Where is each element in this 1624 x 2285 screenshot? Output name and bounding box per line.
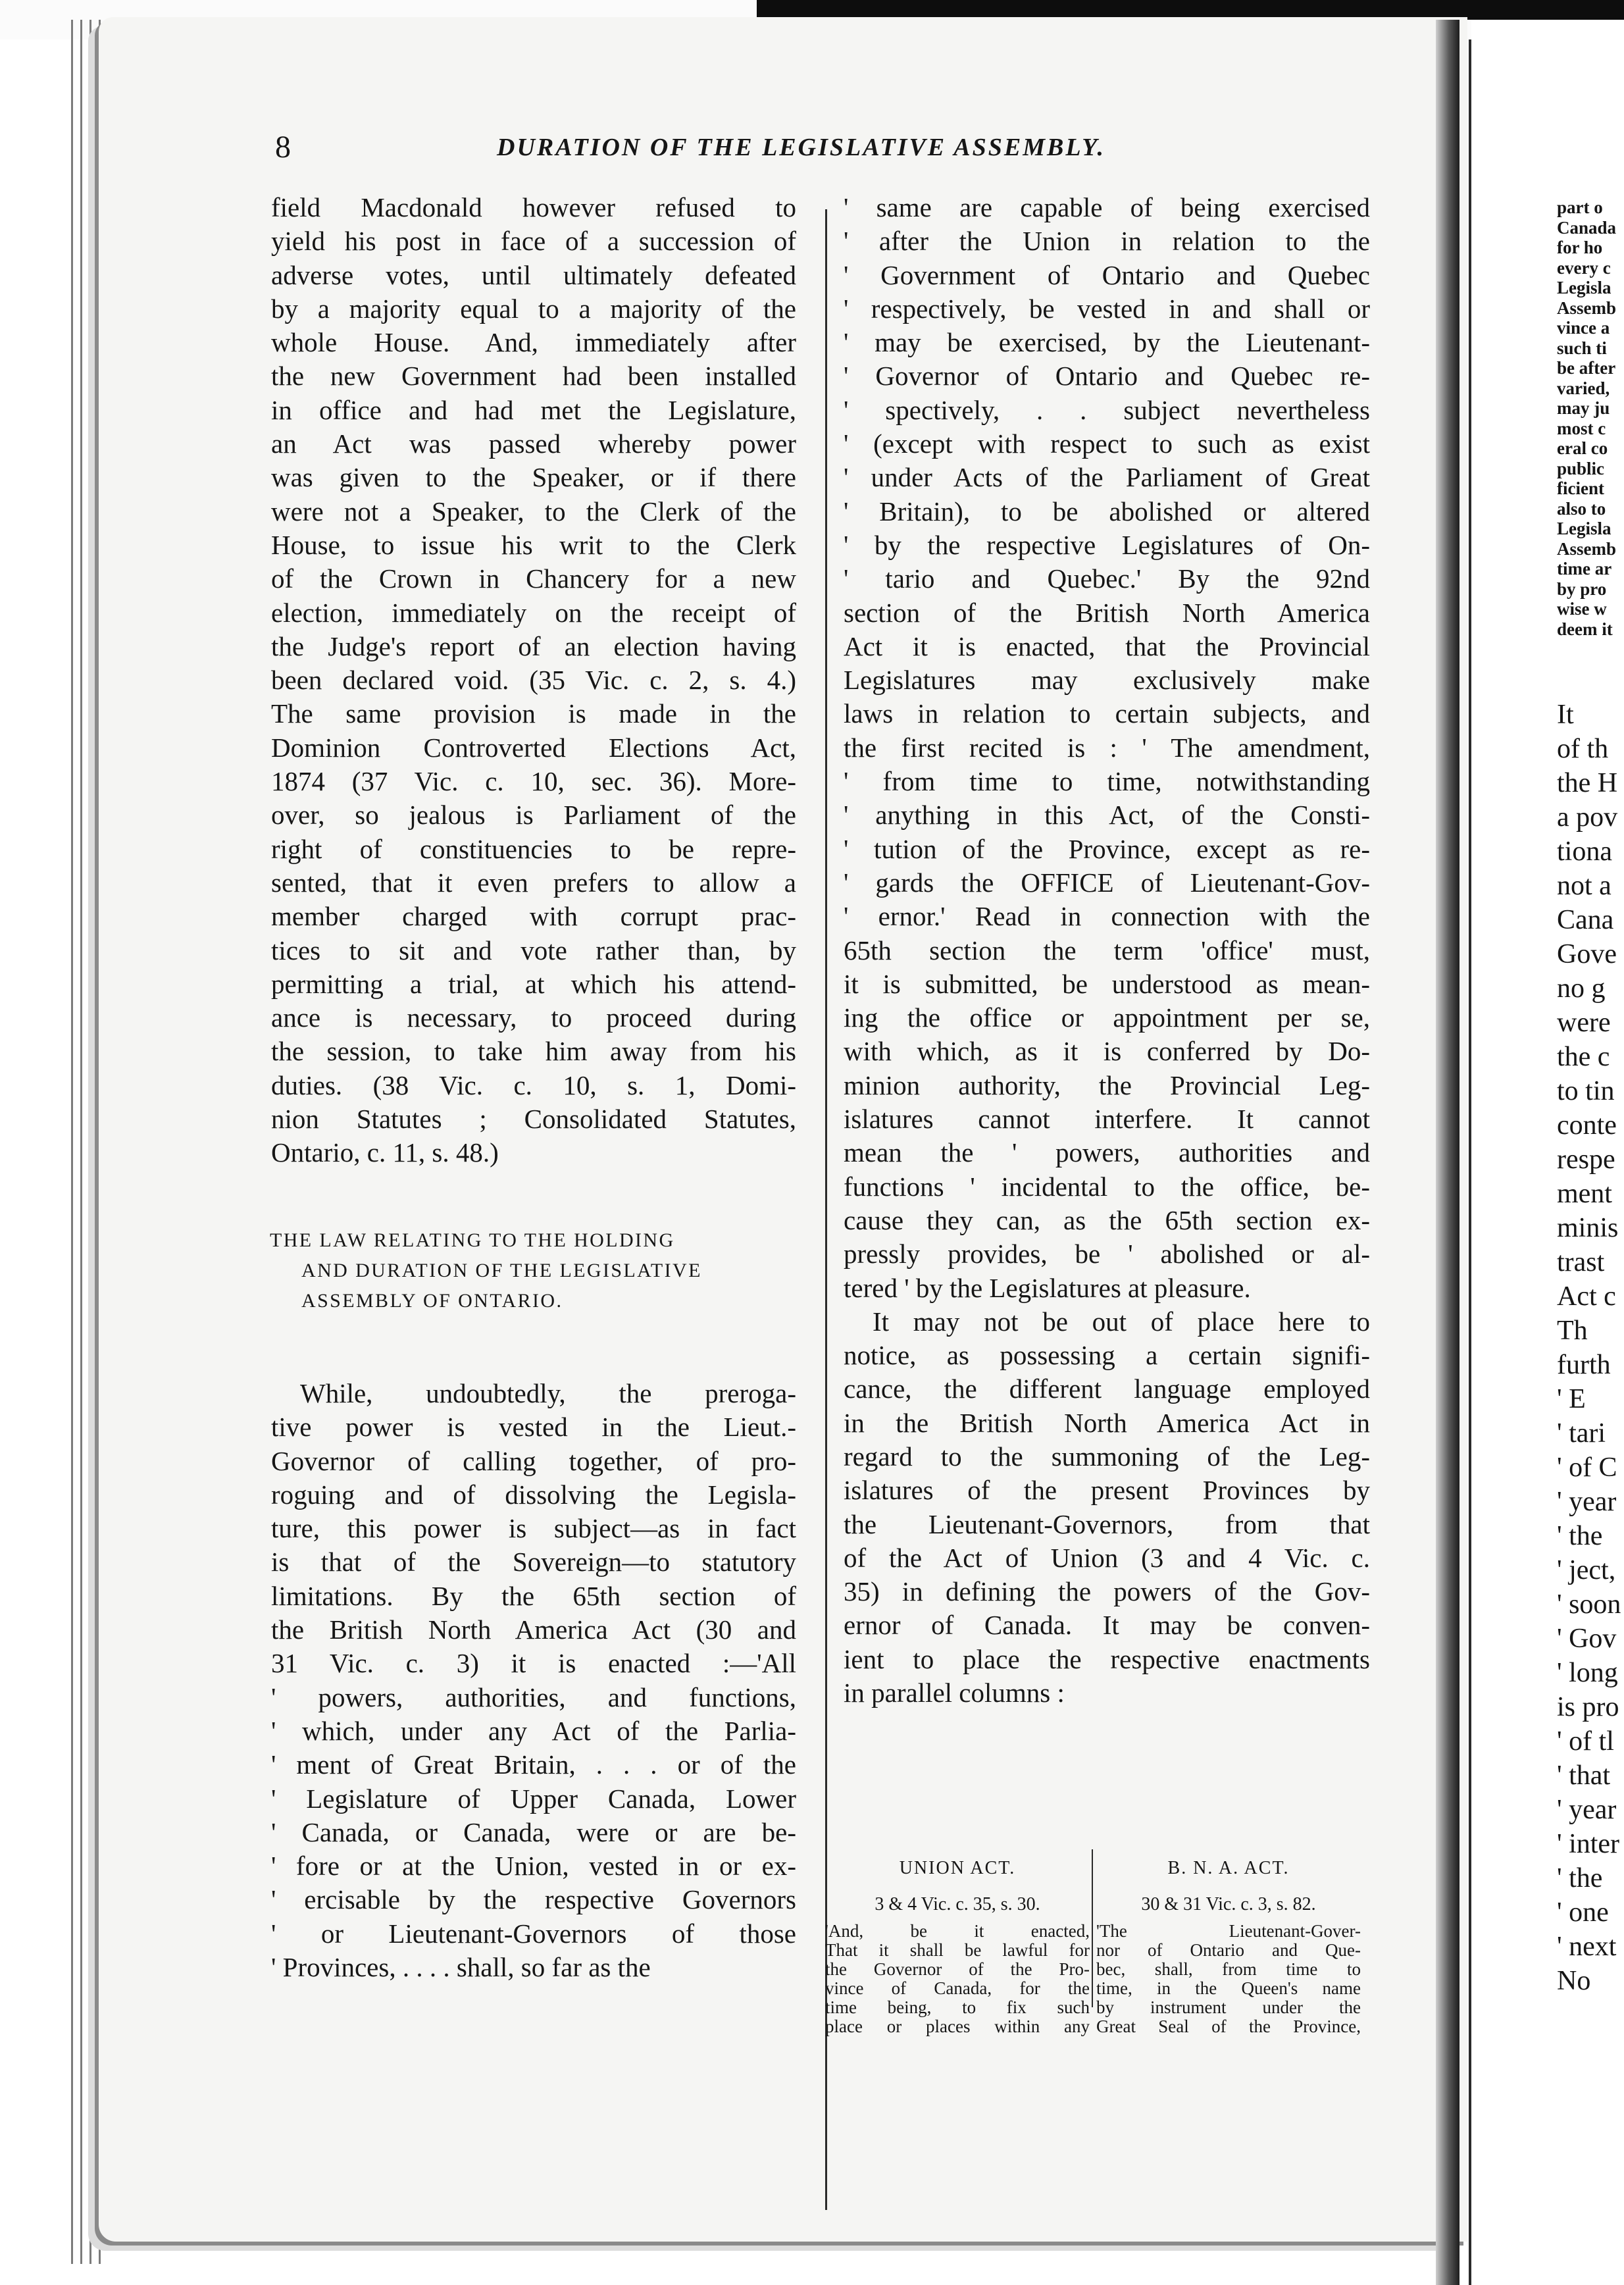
- text-line: 'The Lieutenant-Gover-: [1096, 1921, 1361, 1941]
- facing-page-line: It: [1557, 700, 1574, 730]
- facing-page-line: the H: [1557, 768, 1618, 798]
- facing-page-line: such ti: [1557, 338, 1607, 358]
- text-line: adverse votes, until ultimately defeated: [271, 259, 796, 290]
- section-heading-line: AND DURATION OF THE LEGISLATIVE: [301, 1260, 702, 1281]
- facing-page-line: ' year: [1557, 1795, 1617, 1825]
- text-line: mean the ' powers, authorities and: [844, 1137, 1370, 1168]
- facing-page-line: varied,: [1557, 378, 1610, 398]
- text-line: Act it is enacted, that the Provincial: [844, 630, 1370, 661]
- facing-page-line: ' long: [1557, 1658, 1618, 1688]
- facing-page-line: minis: [1557, 1213, 1619, 1243]
- text-line: 1874 (37 Vic. c. 10, sec. 36). More-: [271, 766, 796, 797]
- text-line: the session, to take him away from his: [271, 1036, 796, 1067]
- bna-act-column: [1096, 1849, 1361, 2036]
- text-line: time, in the Queen's name: [1096, 1978, 1361, 1998]
- facing-page-line: a pov: [1557, 802, 1618, 833]
- text-line: section of the British North America: [844, 597, 1370, 628]
- facing-page-line: ' soon: [1557, 1589, 1621, 1620]
- text-line: in office and had met the Legislature,: [271, 394, 796, 425]
- text-line: ' may be exercised, by the Lieutenant-: [844, 327, 1370, 358]
- text-line: over, so jealous is Parliament of the: [271, 800, 796, 831]
- text-line: ' after the Union in relation to the: [844, 226, 1370, 257]
- text-line: nion Statutes ; Consolidated Statutes,: [271, 1104, 796, 1135]
- section-heading-line: THE LAW RELATING TO THE HOLDING: [270, 1229, 675, 1251]
- facing-page-notes: [1557, 197, 1624, 639]
- text-line: ' or Lieutenant-Governors of those: [271, 1918, 796, 1949]
- text-line: ' Governor of Ontario and Quebec re-: [844, 361, 1370, 392]
- facing-page-text: [1557, 698, 1624, 1998]
- facing-page-line: Legisla: [1557, 519, 1611, 538]
- facing-page-line: ' the: [1557, 1863, 1603, 1893]
- facing-page-line: by pro: [1557, 578, 1607, 599]
- facing-page-line: part o: [1557, 197, 1603, 217]
- text-line: ' same are capable of being exercised: [844, 192, 1370, 222]
- facing-page-line: conte: [1557, 1110, 1617, 1141]
- gutter-line: [1469, 39, 1471, 2285]
- text-line: in parallel columns :: [844, 1678, 1065, 1708]
- text-line: 35) in defining the powers of the Gov-: [844, 1576, 1370, 1607]
- text-line: duties. (38 Vic. c. 10, s. 1, Domi-: [271, 1069, 796, 1100]
- facing-page-line: furth: [1557, 1350, 1611, 1380]
- running-title: DURATION OF THE LEGISLATIVE ASSEMBLY.: [497, 134, 1106, 161]
- text-line: tive power is vested in the Lieut.-: [271, 1412, 796, 1443]
- text-line: ' anything in this Act, of the Consti-: [844, 800, 1370, 831]
- text-line: ' under Acts of the Parliament of Great: [844, 462, 1370, 493]
- facing-page-line: ' that: [1557, 1760, 1611, 1791]
- facing-page-line: Cana: [1557, 905, 1614, 935]
- text-line: ernor of Canada. It may be conven-: [844, 1610, 1370, 1641]
- facing-page-line: for ho: [1557, 238, 1603, 257]
- facing-page-line: public: [1557, 458, 1605, 478]
- text-line: ance is necessary, to proceed during: [271, 1002, 796, 1033]
- facing-page-line: may ju: [1557, 398, 1610, 418]
- left-column: [271, 191, 796, 1170]
- facing-page-line: ficient: [1557, 478, 1604, 498]
- text-line: time being, to fix such: [825, 1997, 1090, 2017]
- facing-page-line: time ar: [1557, 559, 1612, 578]
- text-line: the Lieutenant-Governors, from that: [844, 1508, 1370, 1539]
- text-line: The same provision is made in the: [271, 698, 796, 729]
- text-line: 65th section the term 'office' must,: [844, 935, 1370, 965]
- text-line: 'And, be it enacted,: [825, 1921, 1090, 1941]
- facing-page-line: Th: [1557, 1316, 1588, 1346]
- page-number: 8: [275, 130, 291, 165]
- facing-page-line: ' E: [1557, 1384, 1586, 1414]
- text-line: nor of Ontario and Que-: [1096, 1940, 1361, 1960]
- text-line: the new Government had been installed: [271, 361, 796, 392]
- text-line: pressly provides, be ' abolished or al-: [844, 1239, 1370, 1270]
- text-line: functions ' incidental to the office, be-: [844, 1171, 1370, 1202]
- facing-page-line: ' next: [1557, 1932, 1617, 1962]
- text-line: ' Britain), to be abolished or altered: [844, 496, 1370, 526]
- union-act-citation: 3 & 4 Vic. c. 35, s. 30.: [875, 1894, 1040, 1914]
- text-line: notice, as possessing a certain signifi-: [844, 1340, 1370, 1371]
- text-line: laws in relation to certain subjects, and: [844, 698, 1370, 729]
- text-line: place or places within any: [825, 2016, 1090, 2036]
- facing-page-line: ment: [1557, 1179, 1612, 1209]
- text-line: in the British North America Act in: [844, 1407, 1370, 1438]
- text-line: limitations. By the 65th section of: [271, 1580, 796, 1611]
- parallel-divider: [1092, 1849, 1093, 2007]
- text-line: It may not be out of place here to: [873, 1306, 1370, 1337]
- text-line: That it shall be lawful for: [825, 1940, 1090, 1960]
- text-line: Ontario, c. 11, s. 48.): [271, 1137, 499, 1168]
- facing-page-line: Legisla: [1557, 278, 1611, 297]
- right-column: [844, 191, 1370, 1710]
- text-line: it is submitted, be understood as mean-: [844, 968, 1370, 999]
- facing-page-line: of th: [1557, 734, 1609, 764]
- section-heading-line: ASSEMBLY OF ONTARIO.: [301, 1290, 563, 1312]
- text-line: ' powers, authorities, and functions,: [271, 1682, 796, 1712]
- left-column-lower: [271, 1377, 796, 1984]
- text-line: Governor of calling together, of pro-: [271, 1445, 796, 1476]
- facing-page-line: be after: [1557, 358, 1616, 378]
- text-line: ' spectively, . . subject nevertheless: [844, 394, 1370, 425]
- text-line: ' Provinces, . . . . shall, so far as the: [271, 1952, 651, 1983]
- text-line: ' respectively, be vested in and shall or: [844, 293, 1370, 324]
- text-line: were not a Speaker, to the Clerk of the: [271, 496, 796, 526]
- right-paragraph-2: [844, 1305, 1370, 1710]
- text-line: been declared void. (35 Vic. c. 2, s. 4.): [271, 665, 796, 696]
- text-line: ' (except with respect to such as exist: [844, 428, 1370, 459]
- text-line: election, immediately on the receipt of: [271, 597, 796, 628]
- facing-page-line: Gove: [1557, 939, 1617, 969]
- text-line: ' Canada, or Canada, were or are be-: [271, 1816, 796, 1847]
- text-line: is that of the Sovereign—to statutory: [271, 1547, 796, 1578]
- text-line: by instrument under the: [1096, 1997, 1361, 2017]
- facing-page-line: no g: [1557, 973, 1606, 1004]
- text-line: ' Legislature of Upper Canada, Lower: [271, 1783, 796, 1814]
- facing-page-line: Assemb: [1557, 297, 1617, 318]
- text-line: member charged with corrupt prac-: [271, 901, 796, 932]
- text-line: was given to the Speaker, or if there: [271, 462, 796, 493]
- text-line: Great Seal of the Province,: [1096, 2016, 1361, 2036]
- text-line: While, undoubtedly, the preroga-: [300, 1378, 796, 1408]
- text-line: the Governor of the Pro-: [825, 1959, 1090, 1979]
- facing-page-line: No: [1557, 1966, 1591, 1996]
- book-gutter-shadow: [1436, 20, 1459, 2285]
- section-heading: [270, 1225, 796, 1316]
- text-line: ' ment of Great Britain, . . . or of the: [271, 1749, 796, 1780]
- text-line: ture, this power is subject—as in fact: [271, 1513, 796, 1544]
- text-line: ' ercisable by the respective Governors: [271, 1884, 796, 1915]
- facing-page-line: Act c: [1557, 1281, 1616, 1312]
- text-line: permitting a trial, at which his attend-: [271, 968, 796, 999]
- text-line: minion authority, the Provincial Leg-: [844, 1069, 1370, 1100]
- text-line: ' fore or at the Union, vested in or ex-: [271, 1851, 796, 1882]
- text-line: islatures cannot interfere. It cannot: [844, 1104, 1370, 1135]
- text-line: sented, that it even prefers to allow a: [271, 867, 796, 898]
- facing-page-line: the c: [1557, 1042, 1610, 1072]
- facing-page-line: also to: [1557, 498, 1606, 519]
- facing-page-line: ' year: [1557, 1487, 1617, 1517]
- facing-page-line: ' the: [1557, 1521, 1603, 1551]
- text-line: ' gards the OFFICE of Lieutenant-Gov-: [844, 867, 1370, 898]
- facing-page-line: wise w: [1557, 599, 1607, 619]
- text-line: bec, shall, from time to: [1096, 1959, 1361, 1979]
- facing-page-line: every c: [1557, 257, 1611, 278]
- text-line: the British North America Act (30 and: [271, 1614, 796, 1645]
- facing-page-line: ' one: [1557, 1897, 1609, 1928]
- text-line: field Macdonald however refused to: [271, 192, 796, 222]
- text-line: ' tario and Quebec.' By the 92nd: [844, 563, 1370, 594]
- text-line: Dominion Controverted Elections Act,: [271, 732, 796, 763]
- facing-page-line: ' of C: [1557, 1452, 1617, 1483]
- facing-page-line: vince a: [1557, 318, 1610, 338]
- bna-act-text: [1096, 1922, 1361, 2036]
- facing-page-line: ' inter: [1557, 1829, 1620, 1859]
- facing-page-line: Canada: [1557, 217, 1617, 238]
- text-line: tices to sit and vote rather than, by: [271, 935, 796, 965]
- text-line: ' Government of Ontario and Quebec: [844, 259, 1370, 290]
- facing-page-line: ' tari: [1557, 1418, 1606, 1449]
- text-line: 31 Vic. c. 3) it is enacted :—'All: [271, 1648, 796, 1679]
- text-line: of the Act of Union (3 and 4 Vic. c.: [844, 1542, 1370, 1573]
- bna-act-heading: B. N. A. ACT.: [1167, 1858, 1290, 1878]
- facing-page-line: ' ject,: [1557, 1555, 1616, 1585]
- text-line: cance, the different language employed: [844, 1374, 1370, 1404]
- text-line: ' which, under any Act of the Parlia-: [271, 1715, 796, 1746]
- text-line: islatures of the present Provinces by: [844, 1475, 1370, 1506]
- text-line: Legislatures may exclusively make: [844, 665, 1370, 696]
- text-line: the first recited is : ' The amendment,: [844, 732, 1370, 763]
- facing-page-line: ' of tl: [1557, 1726, 1614, 1757]
- text-line: cause they can, as the 65th section ex-: [844, 1204, 1370, 1235]
- text-line: vince of Canada, for the: [825, 1978, 1090, 1998]
- facing-page-dark-band: [1471, 0, 1624, 20]
- text-line: tered ' by the Legislatures at pleasure.: [844, 1272, 1251, 1303]
- facing-page-line: were: [1557, 1008, 1611, 1038]
- text-line: ' tution of the Province, except as re-: [844, 833, 1370, 864]
- facing-page-line: to tin: [1557, 1076, 1615, 1106]
- left-paragraph-1: [271, 191, 796, 1170]
- facing-page-line: respe: [1557, 1144, 1615, 1175]
- facing-page-line: trast: [1557, 1247, 1605, 1277]
- facing-page-line: tiona: [1557, 836, 1612, 867]
- text-line: ' by the respective Legislatures of On-: [844, 529, 1370, 560]
- union-act-column: [825, 1849, 1090, 2036]
- left-paragraph-2: [271, 1377, 796, 1984]
- facing-page-line: ' Gov: [1557, 1624, 1617, 1654]
- facing-page-line: not a: [1557, 871, 1611, 901]
- bna-act-citation: 30 & 31 Vic. c. 3, s. 82.: [1141, 1894, 1316, 1914]
- union-act-text: [825, 1922, 1090, 2036]
- facing-page-line: is pro: [1557, 1692, 1619, 1722]
- text-line: ' ernor.' Read in connection with the: [844, 901, 1370, 932]
- union-act-heading: UNION ACT.: [899, 1858, 1016, 1878]
- text-line: of the Crown in Chancery for a new: [271, 563, 796, 594]
- text-line: House, to issue his writ to the Clerk: [271, 529, 796, 560]
- text-line: ient to place the respective enactments: [844, 1643, 1370, 1674]
- facing-page-line: most c: [1557, 418, 1606, 438]
- text-line: whole House. And, immediately after: [271, 327, 796, 358]
- text-line: ' from time to time, notwithstanding: [844, 766, 1370, 797]
- facing-page-line: deem it: [1557, 619, 1613, 639]
- facing-page-line: Assemb: [1557, 538, 1617, 559]
- text-line: an Act was passed whereby power: [271, 428, 796, 459]
- text-line: roguing and of dissolving the Legisla-: [271, 1479, 796, 1510]
- right-paragraph-1: [844, 191, 1370, 1305]
- facing-page: [1471, 0, 1624, 2285]
- text-line: right of constituencies to be repre-: [271, 833, 796, 864]
- text-line: regard to the summoning of the Leg-: [844, 1441, 1370, 1472]
- text-line: yield his post in face of a succession of: [271, 226, 796, 257]
- text-line: the Judge's report of an election having: [271, 630, 796, 661]
- facing-page-line: eral co: [1557, 438, 1608, 458]
- text-line: with which, as it is conferred by Do-: [844, 1036, 1370, 1067]
- text-line: by a majority equal to a majority of the: [271, 293, 796, 324]
- text-line: ing the office or appointment per se,: [844, 1002, 1370, 1033]
